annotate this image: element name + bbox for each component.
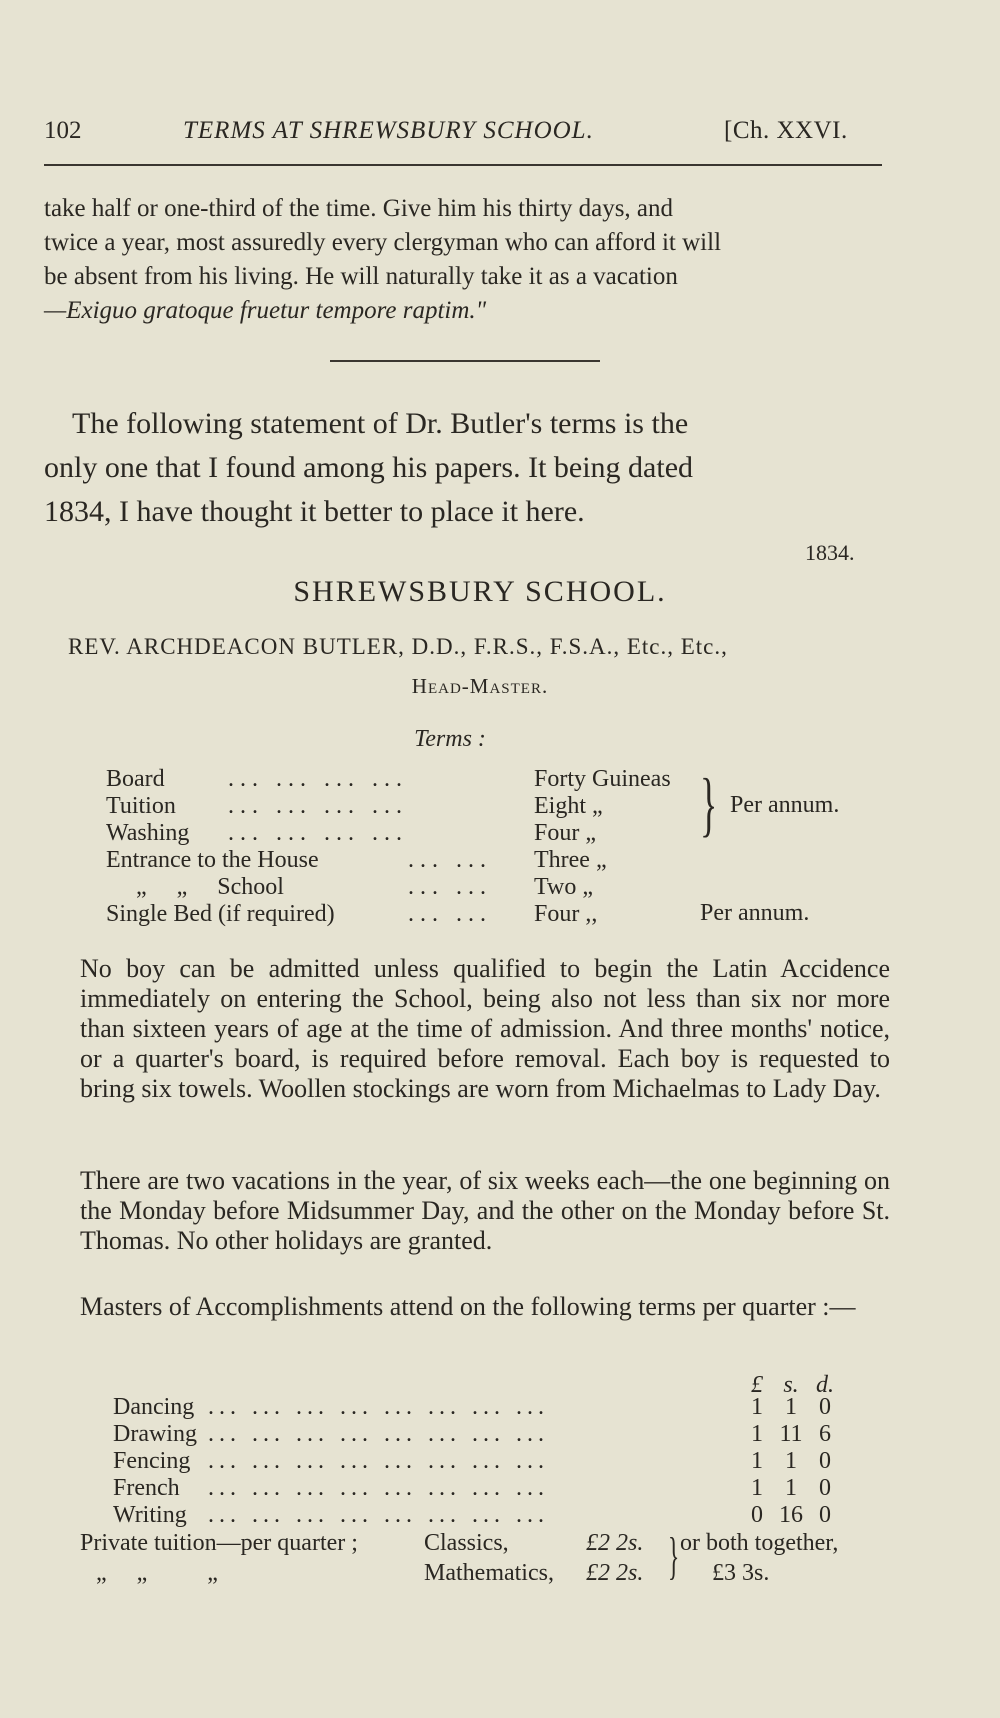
fee-pence: 6 [819,1421,831,1447]
fee-dots: ... ... ... ... ... ... ... ... [208,1502,549,1528]
fee-pence: 0 [819,1502,831,1528]
header-rule [44,164,882,166]
terms-dots: ... ... ... ... [228,766,408,792]
shillings-header: s. [783,1372,799,1398]
terms-dots: ... ... ... ... [228,820,408,846]
classics-label: Classics, [424,1530,509,1556]
document-title: SHREWSBURY SCHOOL. [293,575,667,608]
accomplishments-paragraph: Masters of Accomplishments attend on the following terms per quarter :— [80,1292,856,1321]
fee-dots: ... ... ... ... ... ... ... ... [208,1421,549,1447]
opening-line: —Exiguo gratoque fruetur tempore raptim." [44,297,487,324]
terms-heading: Terms : [414,726,486,752]
brace-mark: } [700,764,718,844]
opening-paragraph [44,192,884,328]
fee-shillings: 1 [785,1475,797,1501]
both-together-label: or both together, [680,1530,839,1556]
terms-label: „ „ School [136,874,284,900]
fee-row [113,1448,831,1475]
private-tuition-label: Private tuition—per quarter ; [80,1530,358,1556]
fee-row [113,1421,831,1448]
terms-value: Four ,, [534,901,598,927]
fee-pounds: 1 [751,1448,763,1474]
terms-label: Entrance to the House [106,847,319,873]
fee-label: Writing [113,1502,187,1528]
fee-amount [740,1421,880,1448]
fee-pence: 0 [819,1394,831,1420]
page-number: 102 [44,117,82,144]
opening-line: be absent from his living. He will naturally take it as a vacation [44,263,678,290]
intro-line: The following statement of Dr. Butler's terms is the [72,407,689,440]
terms-label: Single Bed (if required) [106,901,335,927]
fee-pence: 0 [819,1475,831,1501]
single-bed-per-annum: Per annum. [700,900,810,926]
vacations-paragraph: There are two vacations in the year, of six weeks each—the one beginning on the Monday before Midsummer Day, and the other on the Monday before St. Thomas. No other holidays are granted. [80,1166,890,1255]
fee-amount [740,1502,880,1529]
fee-amount [740,1475,880,1502]
running-title: TERMS AT SHREWSBURY SCHOOL. [183,117,594,144]
section-divider [330,360,600,362]
fee-dots: ... ... ... ... ... ... ... ... [208,1394,549,1420]
fee-pounds: 1 [751,1394,763,1420]
fee-brace: } [668,1528,680,1585]
fee-amount [740,1394,880,1421]
fee-pence: 0 [819,1448,831,1474]
chapter-label: [Ch. XXVI. [724,117,848,144]
terms-dots: ... ... [408,901,492,927]
opening-line: twice a year, most assuredly every clergyman who can afford it will [44,229,722,256]
terms-label: Washing [106,820,190,846]
fee-amount [740,1448,880,1475]
terms-dots: ... ... [408,874,492,900]
mathematics-fee: £2 2s. [586,1560,644,1586]
document-date: 1834. [805,540,855,565]
intro-line: only one that I found among his papers. It being dated [44,451,694,484]
intro-line: 1834, I have thought it better to place it here. [44,495,585,528]
intro-paragraph [44,402,884,534]
terms-value: Eight „ [534,793,603,819]
fee-label: Drawing [113,1421,197,1447]
terms-dots: ... ... [408,847,492,873]
pence-header: d. [816,1372,834,1398]
fee-shillings: 1 [785,1448,797,1474]
terms-value: Forty Guineas [534,766,671,792]
fee-label: French [113,1475,180,1501]
fee-label: Fencing [113,1448,191,1474]
pounds-header: £ [751,1372,763,1398]
fee-dots: ... ... ... ... ... ... ... ... [208,1448,549,1474]
fee-row [113,1394,831,1421]
fee-label: Dancing [113,1394,195,1420]
fee-shillings: 16 [779,1502,803,1528]
ditto-marks: „ „ „ [96,1560,218,1586]
terms-value: Four „ [534,820,596,846]
head-master-name: REV. ARCHDEACON BUTLER, D.D., F.R.S., F.S.A., Etc., Etc., [68,634,728,659]
terms-label: Tuition [106,793,176,819]
mathematics-label: Mathematics, [424,1560,554,1586]
admission-paragraph: No boy can be admitted unless qualified to begin the Latin Accidence immediately on entering the School, being also not less than six nor more than sixteen years of age at the time of admission. And three months' notice, or a quarter's board, is required before removal. Each boy is requested to bring six towels. Woollen stockings are worn from Michaelmas to Lady Day. [80,954,890,1103]
fee-pounds: 1 [751,1475,763,1501]
head-master-role: Head-Master. [411,674,549,698]
terms-value: Two „ [534,874,593,900]
terms-value: Three „ [534,847,607,873]
combined-fee: £3 3s. [712,1560,770,1586]
brace-per-annum: Per annum. [730,792,840,818]
fee-shillings: 11 [779,1421,803,1447]
fee-pounds: 1 [751,1421,763,1447]
fee-dots: ... ... ... ... ... ... ... ... [208,1475,549,1501]
fee-row [113,1475,831,1502]
fee-shillings: 1 [785,1394,797,1420]
terms-dots: ... ... ... ... [228,793,408,819]
classics-fee: £2 2s. [586,1530,644,1556]
opening-line: take half or one-third of the time. Give him his thirty days, and [44,195,674,222]
fee-pounds: 0 [751,1502,763,1528]
fee-row [113,1502,831,1529]
terms-label: Board [106,766,165,792]
